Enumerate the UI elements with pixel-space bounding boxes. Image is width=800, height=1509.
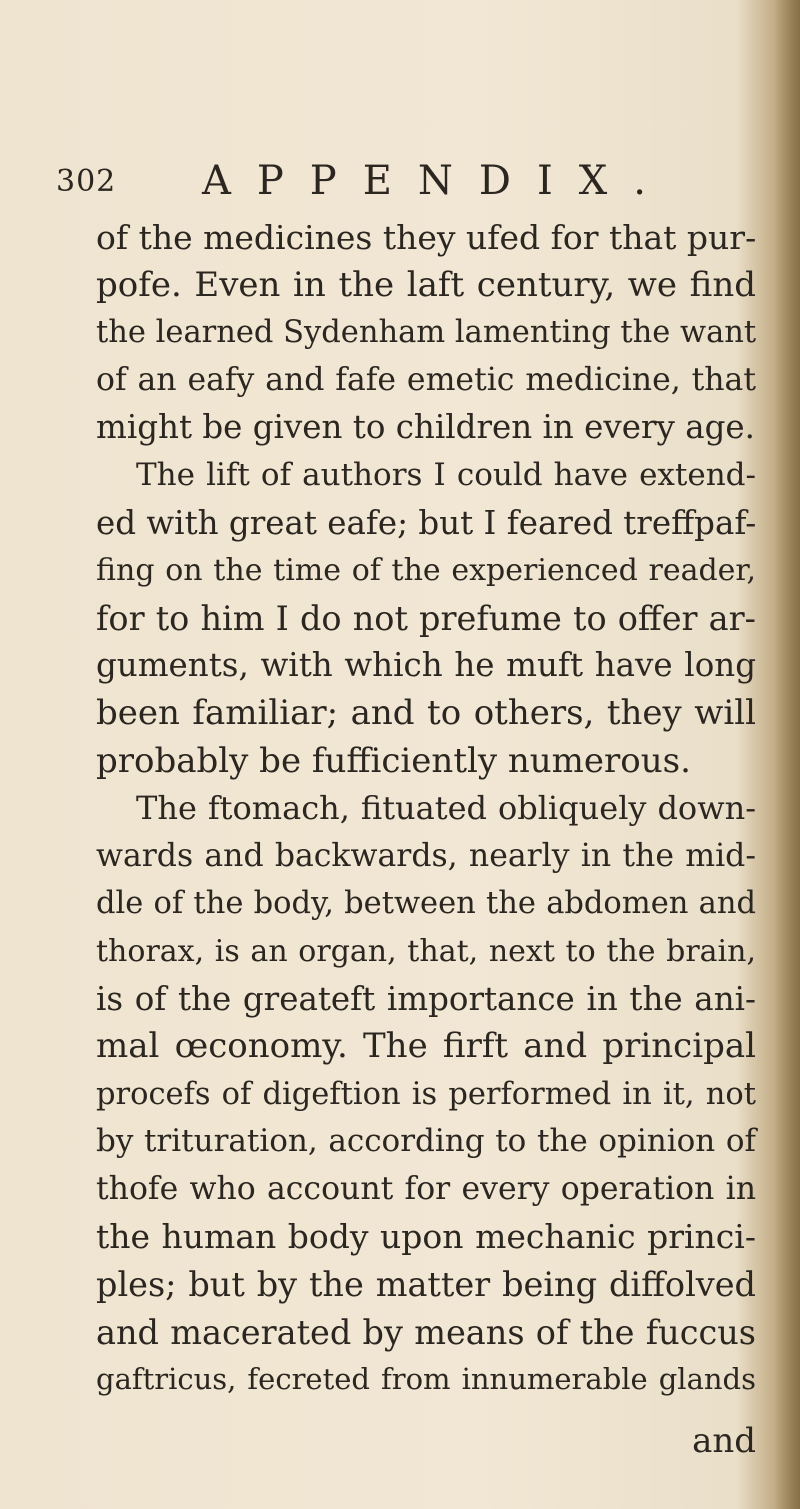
- text-line: probably be fufficiently numerous.: [96, 740, 691, 781]
- text-line: fing on the time of the experienced reader,: [96, 553, 756, 589]
- text-line: is of the greateft importance in the ani-: [96, 979, 756, 1018]
- page-header: [56, 158, 696, 210]
- text-line: mal œconomy. The firft and principal: [96, 1026, 756, 1067]
- text-line: wards and backwards, nearly in the mid-: [96, 837, 756, 874]
- text-line: ples; but by the matter being diffolved: [96, 1265, 756, 1305]
- text-line: The lift of authors I could have extend-: [136, 456, 756, 493]
- text-line: the learned Sydenham lamenting the want: [96, 315, 757, 351]
- text-line: the human body upon mechanic princi-: [96, 1217, 756, 1257]
- text-line: pofe. Even in the laft century, we find: [96, 264, 756, 305]
- body-text: [96, 214, 756, 1404]
- text-line: guments, with which he muft have long: [96, 646, 756, 685]
- text-line: and macerated by means of the fuccus: [96, 1312, 756, 1352]
- text-line: been familiar; and to others, they will: [96, 692, 756, 733]
- text-line: thorax, is an organ, that, next to the brain,: [96, 933, 756, 969]
- page-edge-shadow: [774, 0, 800, 1509]
- page-number: 302: [56, 164, 117, 199]
- text-line: ed with great eafe; but I feared treffpaf-: [96, 503, 757, 542]
- text-line: gaftricus, fecreted from innumerable glands: [96, 1362, 756, 1397]
- text-line: thofe who account for every operation in: [96, 1170, 756, 1207]
- text-line: procefs of digeftion is performed in it, not: [96, 1076, 756, 1112]
- text-line: for to him I do not prefume to offer ar-: [96, 598, 756, 638]
- text-line: might be given to children in every age.: [96, 408, 755, 447]
- text-line: The ftomach, fituated obliquely down-: [136, 789, 756, 828]
- running-title: APPENDIX.: [202, 158, 672, 204]
- text-line: dle of the body, between the abdomen and: [96, 886, 756, 922]
- text-line: by trituration, according to the opinion of: [96, 1123, 756, 1160]
- text-line: of an eafy and fafe emetic medicine, that: [96, 361, 756, 398]
- text-line: of the medicines they ufed for that pur-: [96, 218, 757, 257]
- catchword: and: [692, 1421, 756, 1461]
